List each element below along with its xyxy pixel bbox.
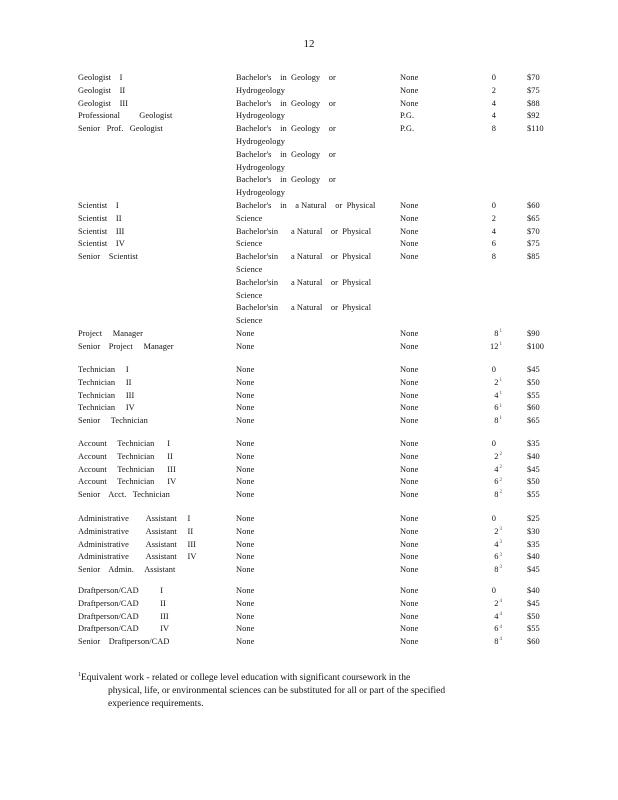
years-experience: 8 bbox=[491, 124, 496, 134]
hourly-rate: $110 bbox=[527, 124, 544, 134]
hourly-rate: $45 bbox=[527, 365, 540, 374]
education-requirement: None bbox=[236, 377, 255, 387]
job-title: Technician I bbox=[78, 365, 129, 374]
education-requirement: Hydrogeology bbox=[236, 162, 285, 172]
education-requirement: Science bbox=[236, 316, 263, 326]
hourly-rate: $25 bbox=[527, 514, 540, 523]
footnote-reference: 4 bbox=[499, 624, 502, 630]
years-experience: 4 bbox=[491, 98, 496, 108]
license-requirement: None bbox=[400, 365, 419, 374]
hourly-rate: $45 bbox=[527, 464, 540, 474]
education-requirement: Science bbox=[236, 265, 263, 274]
job-title: Draftperson/CAD II bbox=[78, 598, 166, 608]
years-experience: $8^4$ bbox=[494, 637, 502, 647]
education-requirement: None bbox=[236, 341, 255, 351]
hourly-rate: $55 bbox=[527, 490, 540, 500]
hourly-rate: $65 bbox=[527, 213, 540, 223]
hourly-rate: $92 bbox=[527, 111, 540, 121]
education-requirement: None bbox=[236, 514, 255, 523]
job-title: Draftperson/CAD III bbox=[78, 611, 169, 621]
license-requirement: None bbox=[400, 252, 419, 262]
education-requirement: None bbox=[236, 451, 255, 461]
years-experience: $4^4$ bbox=[494, 611, 502, 621]
license-requirement: P.G. bbox=[400, 111, 415, 121]
footnote-line-2: physical, life, or environmental sciences can be substituted for all or part of the specified bbox=[108, 686, 446, 696]
education-requirement: None bbox=[236, 490, 255, 500]
license-requirement: None bbox=[400, 539, 419, 549]
footnote-reference: 4 bbox=[499, 611, 502, 617]
license-requirement: None bbox=[400, 201, 419, 210]
hourly-rate: $55 bbox=[527, 624, 540, 634]
hourly-rate: $40 bbox=[527, 451, 540, 461]
years-experience: $2^4$ bbox=[494, 598, 502, 608]
license-requirement: None bbox=[400, 526, 419, 536]
hourly-rate: $55 bbox=[527, 390, 540, 400]
job-title: Scientist IV bbox=[78, 239, 125, 249]
footnote-reference: 3 bbox=[499, 552, 502, 558]
years-experience: 0 bbox=[491, 73, 496, 82]
license-requirement: None bbox=[400, 226, 419, 236]
license-requirement: None bbox=[400, 451, 419, 461]
job-title: Administrative Assistant II bbox=[78, 526, 194, 536]
job-title: Senior Admin. Assistant bbox=[78, 565, 176, 575]
education-requirement: None bbox=[236, 390, 255, 400]
hourly-rate: $85 bbox=[527, 252, 540, 262]
job-title: Scientist II bbox=[78, 213, 122, 223]
job-title: Technician IV bbox=[78, 403, 135, 413]
hourly-rate: $75 bbox=[527, 85, 540, 95]
job-title: Administrative Assistant III bbox=[78, 539, 197, 549]
job-title: Draftperson/CAD I bbox=[78, 586, 164, 595]
education-requirement: None bbox=[236, 624, 255, 634]
footnote-line-3: experience requirements. bbox=[108, 699, 204, 709]
hourly-rate: $35 bbox=[527, 539, 540, 549]
education-requirement: Hydrogeology bbox=[236, 188, 285, 198]
education-requirement: Hydrogeology bbox=[236, 85, 285, 95]
license-requirement: None bbox=[400, 239, 419, 249]
footnote-reference: 3 bbox=[499, 565, 502, 571]
license-requirement: None bbox=[400, 390, 419, 400]
job-title: Geologist I bbox=[78, 73, 123, 82]
footnote-reference: 2 bbox=[499, 477, 502, 483]
years-experience: $2^3$ bbox=[494, 526, 502, 536]
hourly-rate: $65 bbox=[527, 416, 540, 426]
education-requirement: Bachelor'sin a Natural or Physical bbox=[236, 303, 372, 313]
education-requirement: Science bbox=[236, 213, 263, 223]
job-title: Senior Scientist bbox=[78, 252, 139, 262]
job-title: Geologist II bbox=[78, 85, 126, 95]
job-title: Draftperson/CAD IV bbox=[78, 624, 170, 634]
education-requirement: Bachelor's in Geology or bbox=[236, 175, 336, 185]
hourly-rate: $60 bbox=[527, 201, 540, 210]
education-requirement: None bbox=[236, 565, 255, 575]
years-experience: 8 bbox=[491, 252, 496, 262]
hourly-rate: $40 bbox=[527, 586, 540, 595]
education-requirement: Bachelor'sin a Natural or Physical bbox=[236, 252, 372, 262]
years-experience: $4^2$ bbox=[494, 464, 502, 474]
job-title: Professional Geologist bbox=[78, 111, 173, 121]
years-experience: $12^1$ bbox=[489, 341, 502, 351]
hourly-rate: $70 bbox=[527, 226, 540, 236]
job-title: Account Technician II bbox=[78, 451, 173, 461]
hourly-rate: $70 bbox=[527, 73, 540, 82]
license-requirement: None bbox=[400, 552, 419, 562]
job-title: Account Technician I bbox=[78, 439, 171, 448]
license-requirement: None bbox=[400, 98, 419, 108]
job-title: Geologist III bbox=[78, 98, 129, 108]
years-experience: 6 bbox=[491, 239, 496, 249]
license-requirement: None bbox=[400, 403, 419, 413]
years-experience: $8^2$ bbox=[494, 490, 502, 500]
license-requirement: None bbox=[400, 598, 419, 608]
education-requirement: Hydrogeology bbox=[236, 137, 285, 146]
education-requirement: Bachelor's in Geology or bbox=[236, 98, 336, 108]
education-requirement: Bachelor's in Geology or bbox=[236, 73, 336, 82]
years-experience: 0 bbox=[491, 201, 496, 210]
hourly-rate: $75 bbox=[527, 239, 540, 249]
job-title: Senior Acct. Technician bbox=[78, 490, 170, 500]
license-requirement: None bbox=[400, 213, 419, 223]
years-experience: 0 bbox=[491, 514, 496, 523]
years-experience: 0 bbox=[491, 439, 496, 448]
years-experience: 4 bbox=[491, 226, 496, 236]
license-requirement: None bbox=[400, 477, 419, 487]
years-experience: $6^4$ bbox=[494, 624, 502, 634]
education-requirement: Bachelor'sin a Natural or Physical bbox=[236, 277, 372, 287]
education-requirement: None bbox=[236, 329, 255, 338]
hourly-rate: $50 bbox=[527, 377, 540, 387]
license-requirement: None bbox=[400, 586, 419, 595]
education-requirement: None bbox=[236, 477, 255, 487]
hourly-rate: $100 bbox=[527, 341, 544, 351]
footnote-mark: 1 bbox=[78, 671, 81, 678]
education-requirement: None bbox=[236, 526, 255, 536]
education-requirement: None bbox=[236, 403, 255, 413]
job-title: Technician II bbox=[78, 377, 132, 387]
license-requirement: None bbox=[400, 490, 419, 500]
license-requirement: None bbox=[400, 416, 419, 426]
footnote-reference: 1 bbox=[499, 329, 502, 335]
license-requirement: None bbox=[400, 464, 419, 474]
license-requirement: None bbox=[400, 439, 419, 448]
footnote-reference: 1 bbox=[499, 403, 502, 409]
education-requirement: None bbox=[236, 416, 255, 426]
years-experience: $2^1$ bbox=[494, 377, 502, 387]
years-experience: $4^1$ bbox=[494, 390, 502, 400]
license-requirement: None bbox=[400, 637, 419, 647]
footnote-reference: 1 bbox=[499, 416, 502, 422]
hourly-rate: $35 bbox=[527, 439, 540, 448]
years-experience: $4^3$ bbox=[494, 539, 502, 549]
education-requirement: Science bbox=[236, 239, 263, 249]
license-requirement: None bbox=[400, 73, 419, 82]
license-requirement: None bbox=[400, 85, 419, 95]
footnote-reference: 3 bbox=[499, 539, 502, 545]
license-requirement: P.G. bbox=[400, 124, 415, 134]
education-requirement: None bbox=[236, 464, 255, 474]
job-title: Senior Project Manager bbox=[78, 341, 174, 351]
education-requirement: Bachelor's in Geology or bbox=[236, 124, 336, 134]
footnote-reference: 2 bbox=[499, 452, 502, 457]
hourly-rate: $60 bbox=[527, 403, 540, 413]
license-requirement: None bbox=[400, 611, 419, 621]
years-experience: 0 bbox=[491, 365, 496, 374]
job-title: Account Technician IV bbox=[78, 477, 177, 487]
license-requirement: None bbox=[400, 514, 419, 523]
education-requirement: None bbox=[236, 598, 255, 608]
footnote-reference: 1 bbox=[499, 342, 502, 347]
job-title: Scientist I bbox=[78, 201, 119, 210]
years-experience: $6^2$ bbox=[494, 477, 502, 487]
hourly-rate: $50 bbox=[527, 611, 540, 621]
years-experience: $8^1$ bbox=[494, 329, 502, 338]
license-requirement: None bbox=[400, 329, 419, 338]
years-experience: 4 bbox=[491, 111, 496, 121]
education-requirement: None bbox=[236, 539, 255, 549]
education-requirement: Bachelor's in Geology or bbox=[236, 149, 336, 159]
years-experience: $2^2$ bbox=[494, 451, 502, 461]
hourly-rate: $90 bbox=[527, 329, 540, 338]
page-number: 12 bbox=[303, 38, 315, 50]
job-title: Senior Technician bbox=[78, 416, 148, 426]
years-experience: $6^3$ bbox=[494, 552, 502, 562]
footnote-reference: 4 bbox=[499, 637, 502, 643]
footnote-reference: 4 bbox=[499, 599, 502, 604]
job-title: Project Manager bbox=[78, 329, 143, 338]
years-experience: $6^1$ bbox=[494, 403, 502, 413]
education-requirement: None bbox=[236, 611, 255, 621]
license-requirement: None bbox=[400, 565, 419, 575]
education-requirement: Hydrogeology bbox=[236, 111, 285, 121]
hourly-rate: $45 bbox=[527, 598, 540, 608]
hourly-rate: $30 bbox=[527, 526, 540, 536]
license-requirement: None bbox=[400, 377, 419, 387]
footnote bbox=[78, 672, 548, 711]
years-experience: $8^1$ bbox=[494, 416, 502, 426]
years-experience: $8^3$ bbox=[494, 565, 502, 575]
license-requirement: None bbox=[400, 624, 419, 634]
hourly-rate: $88 bbox=[527, 98, 540, 108]
job-title: Account Technician III bbox=[78, 464, 176, 474]
education-requirement: None bbox=[236, 552, 255, 562]
footnote-reference: 3 bbox=[499, 527, 502, 532]
job-title: Scientist III bbox=[78, 226, 125, 236]
job-title: Senior Draftperson/CAD bbox=[78, 637, 170, 647]
years-experience: 2 bbox=[491, 213, 496, 223]
footnote-reference: 1 bbox=[499, 390, 502, 396]
footnote-reference: 2 bbox=[499, 490, 502, 496]
footnote-reference: 2 bbox=[499, 464, 502, 470]
job-title: Senior Prof. Geologist bbox=[78, 124, 163, 134]
hourly-rate: $60 bbox=[527, 637, 540, 647]
job-title: Administrative Assistant I bbox=[78, 514, 191, 523]
years-experience: 0 bbox=[491, 586, 496, 595]
education-requirement: None bbox=[236, 586, 255, 595]
hourly-rate: $50 bbox=[527, 477, 540, 487]
education-requirement: None bbox=[236, 365, 255, 374]
hourly-rate: $45 bbox=[527, 565, 540, 575]
years-experience: 2 bbox=[491, 85, 496, 95]
job-title: Administrative Assistant IV bbox=[78, 552, 197, 562]
license-requirement: None bbox=[400, 341, 419, 351]
footnote-reference: 1 bbox=[499, 378, 502, 383]
education-requirement: Bachelor's in a Natural or Physical bbox=[236, 201, 376, 210]
job-title: Technician III bbox=[78, 390, 135, 400]
education-requirement: Science bbox=[236, 290, 263, 300]
education-requirement: None bbox=[236, 637, 255, 647]
hourly-rate: $40 bbox=[527, 552, 540, 562]
education-requirement: Bachelor'sin a Natural or Physical bbox=[236, 226, 372, 236]
footnote-line-1: Equivalent work - related or college level education with significant coursework in the bbox=[81, 673, 411, 683]
education-requirement: None bbox=[236, 439, 255, 448]
